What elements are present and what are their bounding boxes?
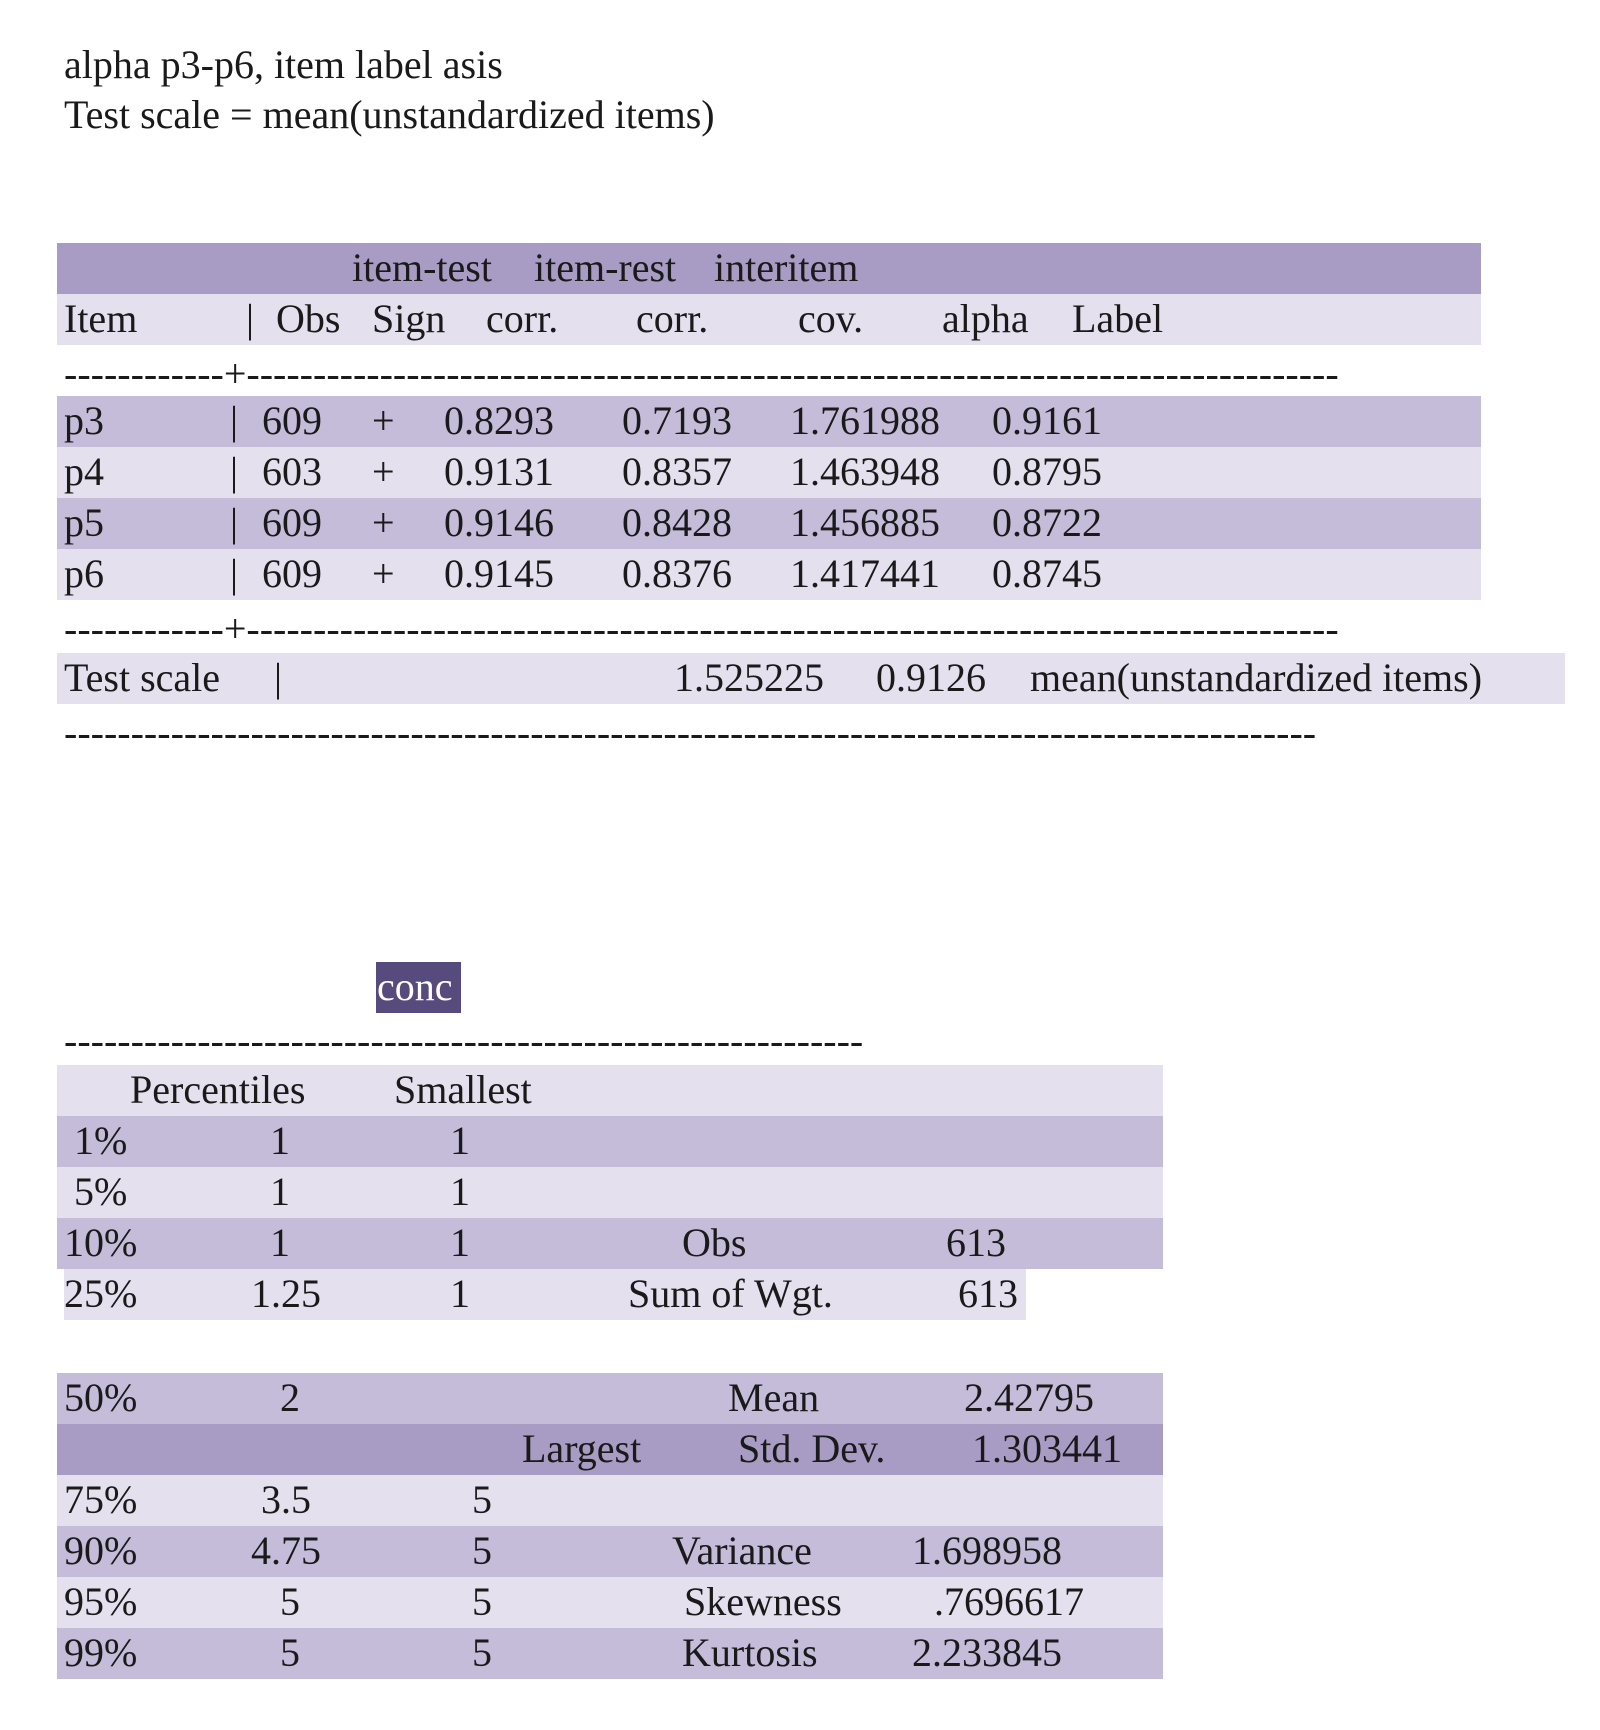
smallest-value: 1 — [450, 1220, 470, 1265]
stat-label: Skewness — [684, 1579, 842, 1624]
row-item: p6 — [64, 551, 104, 596]
col-sep: | — [246, 296, 255, 341]
row-item: p4 — [64, 449, 104, 494]
test-scale-line: Test scale = mean(unstandardized items) — [64, 92, 715, 137]
stat-label: Obs — [682, 1220, 747, 1265]
row-sep: | — [230, 398, 239, 443]
row-alpha: 0.8745 — [992, 551, 1102, 596]
col-item: Item — [64, 296, 138, 341]
row-band-1pct — [57, 1116, 1163, 1167]
row-alpha: 0.9161 — [992, 398, 1102, 443]
pct-label: 5% — [74, 1169, 128, 1214]
row-item: p5 — [64, 500, 104, 545]
row-obs: 609 — [262, 500, 322, 545]
row-band-75pct — [57, 1475, 1163, 1526]
row-sign: + — [372, 449, 395, 494]
stat-value: 613 — [958, 1271, 1018, 1316]
row-sep: | — [230, 500, 239, 545]
row-obs: 609 — [262, 551, 322, 596]
head-interitem: interitem — [714, 245, 859, 290]
col-alpha: alpha — [942, 296, 1029, 341]
col-obs: Obs — [276, 296, 341, 341]
pct-label: 95% — [64, 1579, 138, 1624]
pct-label: 99% — [64, 1630, 138, 1675]
total-cov: 1.525225 — [674, 655, 824, 700]
row-cov: 1.417441 — [790, 551, 940, 596]
row-band-25pct — [64, 1269, 1026, 1320]
table-rule-end: ---------------------------------------------------------------------------------------------- — [64, 718, 1317, 748]
col-label: Label — [1072, 296, 1164, 341]
row-sep: | — [230, 551, 239, 596]
pct-value: 5 — [280, 1579, 300, 1624]
stat-label: Mean — [728, 1375, 820, 1420]
row-cov: 1.761988 — [790, 398, 940, 443]
smallest-value: 1 — [450, 1271, 470, 1316]
table-subheader-band — [57, 294, 1481, 345]
row-item-rest: 0.7193 — [622, 398, 732, 443]
largest-value: 5 — [472, 1579, 492, 1624]
row-item-test: 0.9145 — [444, 551, 554, 596]
row-sign: + — [372, 551, 395, 596]
stat-value: 1.698958 — [912, 1528, 1062, 1573]
row-sep: | — [230, 449, 239, 494]
row-alpha: 0.8795 — [992, 449, 1102, 494]
row-item-rest: 0.8428 — [622, 500, 732, 545]
stat-value: 2.233845 — [912, 1630, 1062, 1675]
col-sign: Sign — [372, 296, 446, 341]
row-sign: + — [372, 500, 395, 545]
row-band-5pct — [57, 1167, 1163, 1218]
pct-value: 1 — [270, 1220, 290, 1265]
row-obs: 603 — [262, 449, 322, 494]
pct-value: 4.75 — [251, 1528, 321, 1573]
table-rule-bottom: ------------+---------------------------------------------------------------------------------- — [64, 614, 1339, 644]
pct-value: 1.25 — [251, 1271, 321, 1316]
stat-value: .7696617 — [934, 1579, 1084, 1624]
row-item-test: 0.9146 — [444, 500, 554, 545]
row-item-test: 0.9131 — [444, 449, 554, 494]
stat-label: Sum of Wgt. — [628, 1271, 833, 1316]
stat-label: Variance — [672, 1528, 812, 1573]
row-item-test: 0.8293 — [444, 398, 554, 443]
row-cov: 1.463948 — [790, 449, 940, 494]
var-name: conc — [377, 964, 453, 1009]
pct-value: 3.5 — [261, 1477, 311, 1522]
smallest-value: 1 — [450, 1118, 470, 1163]
col-item-rest-corr: corr. — [636, 296, 709, 341]
smallest-value: 1 — [450, 1169, 470, 1214]
largest-value: 5 — [472, 1528, 492, 1573]
pct-value: 2 — [280, 1375, 300, 1420]
pct-label: 25% — [64, 1271, 138, 1316]
head-item-rest: item-rest — [534, 245, 677, 290]
stat-value: 2.42795 — [964, 1375, 1094, 1420]
stat-label: Kurtosis — [682, 1630, 818, 1675]
head-percentiles: Percentiles — [130, 1067, 306, 1112]
pct-value: 5 — [280, 1630, 300, 1675]
row-cov: 1.456885 — [790, 500, 940, 545]
row-item-rest: 0.8376 — [622, 551, 732, 596]
head-item-test: item-test — [352, 245, 492, 290]
row-alpha: 0.8722 — [992, 500, 1102, 545]
pct-label: 1% — [74, 1118, 128, 1163]
col-item-test-corr: corr. — [486, 296, 559, 341]
total-sep: | — [274, 655, 283, 700]
pct-label: 90% — [64, 1528, 138, 1573]
total-label: Test scale — [64, 655, 221, 700]
stat-value: 613 — [946, 1220, 1006, 1265]
summary-rule: ------------------------------------------------------------ — [64, 1026, 864, 1056]
pct-label: 75% — [64, 1477, 138, 1522]
total-alpha: 0.9126 — [876, 655, 986, 700]
table-rule-top: ------------+---------------------------------------------------------------------------------- — [64, 359, 1339, 389]
row-item-rest: 0.8357 — [622, 449, 732, 494]
largest-value: 5 — [472, 1477, 492, 1522]
head-largest: Largest — [522, 1426, 642, 1471]
command-line: alpha p3-p6, item label asis — [64, 42, 503, 87]
pct-label: 50% — [64, 1375, 138, 1420]
pct-value: 1 — [270, 1169, 290, 1214]
col-cov: cov. — [798, 296, 864, 341]
largest-value: 5 — [472, 1630, 492, 1675]
pct-value: 1 — [270, 1118, 290, 1163]
row-item: p3 — [64, 398, 104, 443]
stat-value: 1.303441 — [972, 1426, 1122, 1471]
head-smallest: Smallest — [394, 1067, 532, 1112]
stat-label: Std. Dev. — [738, 1426, 886, 1471]
pct-label: 10% — [64, 1220, 138, 1265]
total-desc: mean(unstandardized items) — [1030, 655, 1483, 700]
row-obs: 609 — [262, 398, 322, 443]
row-sign: + — [372, 398, 395, 443]
